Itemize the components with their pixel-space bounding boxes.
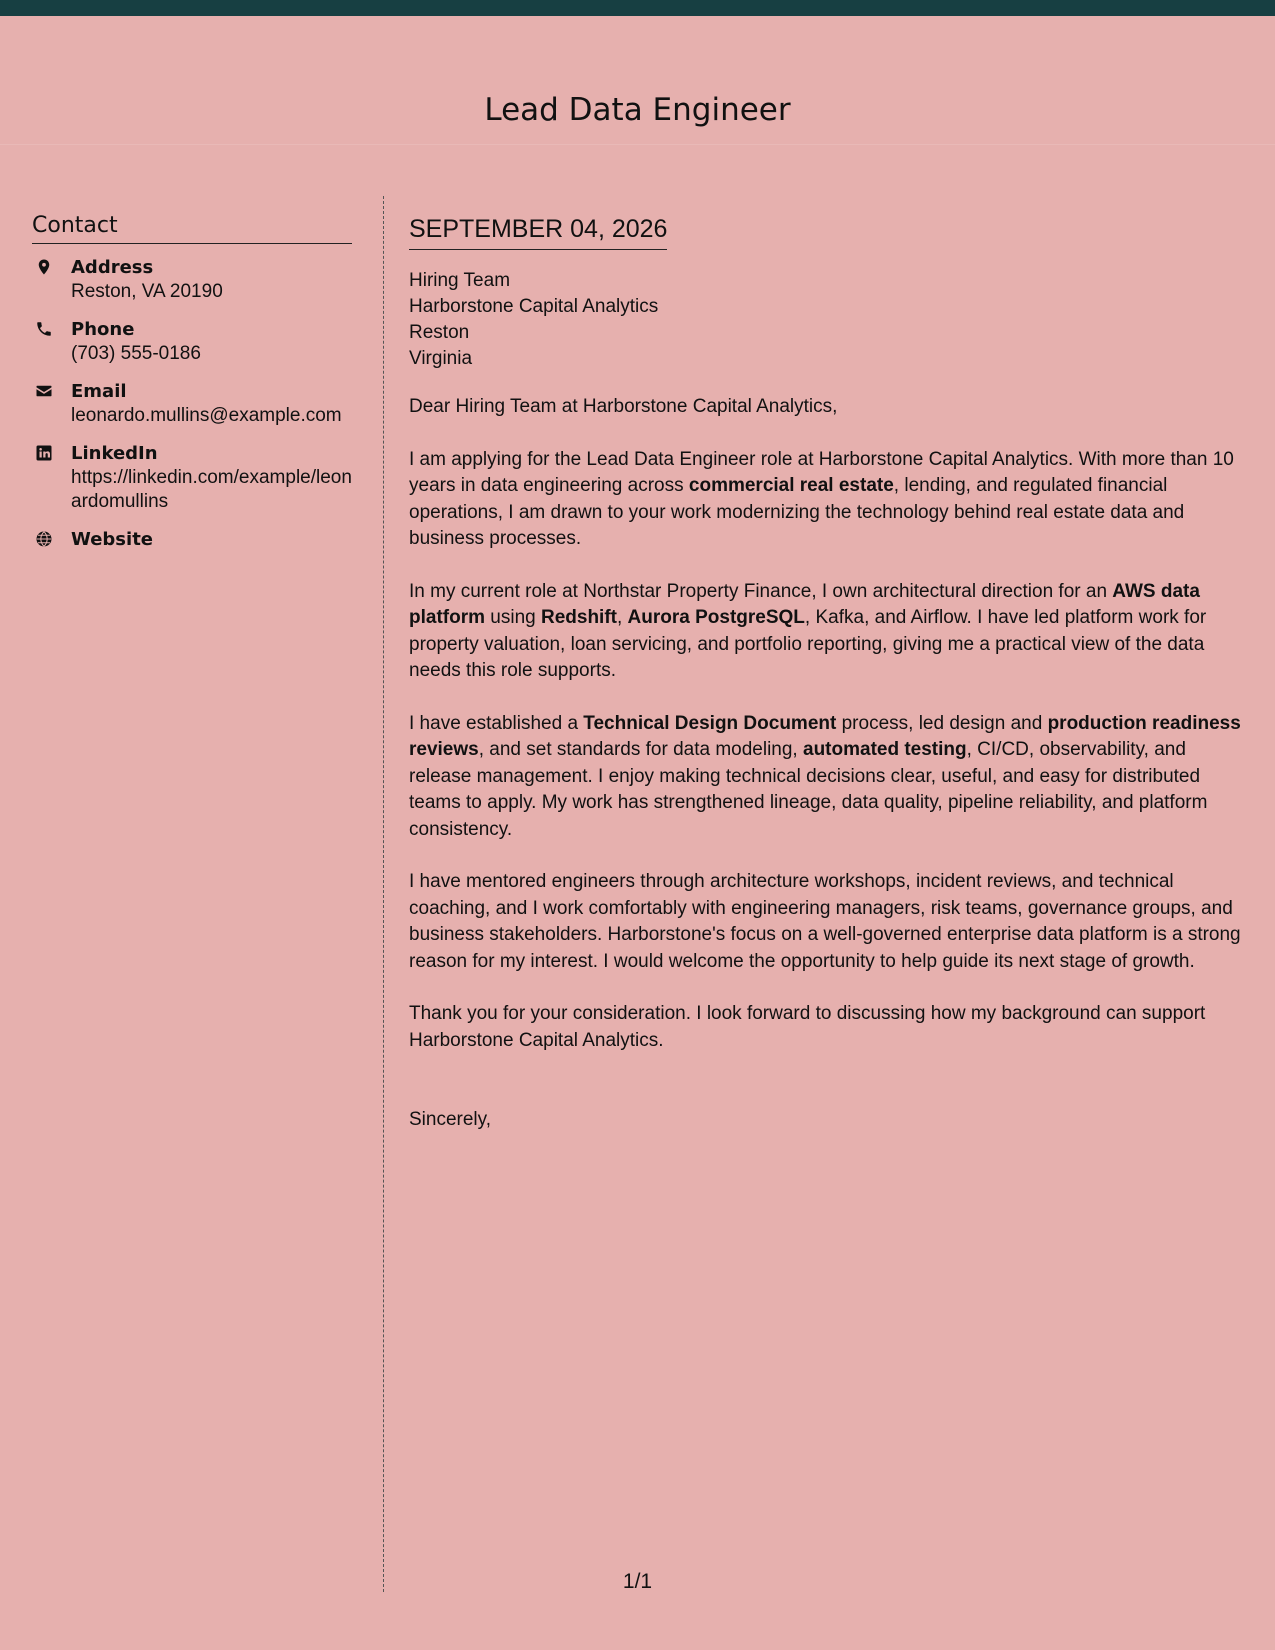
recipient-line: Harborstone Capital Analytics xyxy=(409,296,659,317)
recipient-line: Reston xyxy=(409,322,470,343)
paragraph-text: I have established a xyxy=(409,712,584,734)
paragraph-text: , Kafka, and Airflow. I have led platform work for property valuation, loan servicing, and portfolio reporting, giving me a practical view of the data needs this role supports. xyxy=(409,607,1207,681)
contact-item-email xyxy=(32,380,352,428)
paragraph-text: , and set standards for data modeling, xyxy=(478,739,803,760)
emphasis-text: Redshift xyxy=(540,607,617,628)
paragraph-text: In my current role at Northstar Property Finance, I own architectural direction for an xyxy=(409,580,1113,602)
phone-icon xyxy=(35,320,53,338)
emphasis-text: automated testing xyxy=(803,739,967,760)
globe-icon xyxy=(35,530,53,548)
contact-heading: Contact xyxy=(32,212,352,244)
paragraph-text: Thank you for your consideration. I look forward to discussing how my background can support Harborstone Capital Analytics. xyxy=(409,1003,1206,1051)
recipient-line: Hiring Team xyxy=(409,270,511,291)
paragraph-text: , CI/CD, observability, and release management. I enjoy making technical decisions clear, useful, and easy for distributed teams to apply. My work has strengthened lineage, data quality, pipeline reliability, and platform consistency. xyxy=(409,739,1208,840)
page-title: Lead Data Engineer xyxy=(484,92,791,128)
letter-body xyxy=(409,447,1247,1055)
contact-item-phone xyxy=(32,318,352,366)
letter-paragraph xyxy=(409,869,1247,975)
paragraph-text: I am applying for the Lead Data Engineer role at Harborstone Capital Analytics. With more than 10 years in data engineering across xyxy=(409,448,1234,496)
contact-item-address xyxy=(32,256,352,304)
contact-label: Phone xyxy=(71,319,135,340)
salutation: Dear Hiring Team at Harborstone Capital Analytics, xyxy=(409,396,838,417)
page-number: 1/1 xyxy=(622,1570,653,1593)
letter-date: SEPTEMBER 04, 2026 xyxy=(409,212,667,250)
contact-label: Website xyxy=(71,529,154,550)
contact-item-linkedin xyxy=(32,442,352,514)
address-value: Reston, VA 20190 xyxy=(71,281,223,302)
paragraph-text: , lending, and regulated financial operations, I am drawn to your work modernizing the technology behind real estate data and business processes. xyxy=(409,475,1185,549)
cover-letter xyxy=(409,212,1247,1134)
emphasis-text: Technical Design Document xyxy=(583,712,837,734)
emphasis-text: AWS data platform xyxy=(409,580,1200,628)
email-link[interactable]: leonardo.mullins@example.com xyxy=(71,405,342,426)
emphasis-text: production readiness reviews xyxy=(409,712,1241,760)
recipient-block xyxy=(409,268,1247,372)
emphasis-text: Aurora PostgreSQL xyxy=(627,607,805,628)
paragraph-text: , xyxy=(616,607,628,628)
paragraph-text: process, led design and xyxy=(836,712,1048,734)
top-accent-bar xyxy=(0,0,1275,16)
letter-paragraph xyxy=(409,579,1247,685)
letter-paragraph xyxy=(409,1001,1247,1054)
letter-paragraph xyxy=(409,711,1247,844)
map-pin-icon xyxy=(35,258,53,276)
paragraph-text: using xyxy=(485,607,541,628)
linkedin-link[interactable]: https://linkedin.com/example/leonardomullins xyxy=(71,467,352,512)
envelope-icon xyxy=(35,382,53,400)
paragraph-text: I have mentored engineers through architecture workshops, incident reviews, and technical coaching, and I work comfortably with engineering managers, risk teams, governance groups, and business stakeholders. Harborstone's focus on a well-governed enterprise data platform is a strong reason for my interest. I would welcome the opportunity to help guide its next stage of growth. xyxy=(409,871,1241,972)
letter-paragraph xyxy=(409,447,1247,553)
phone-value: (703) 555-0186 xyxy=(71,343,201,364)
contact-label: Email xyxy=(71,381,127,402)
contact-item-website xyxy=(32,528,352,552)
header-divider xyxy=(0,144,1275,145)
closing: Sincerely, xyxy=(409,1109,492,1130)
linkedin-icon xyxy=(35,444,53,462)
contact-label: Address xyxy=(71,257,154,278)
column-divider xyxy=(383,196,384,1592)
emphasis-text: commercial real estate xyxy=(688,475,894,496)
recipient-line: Virginia xyxy=(409,348,473,369)
contact-label: LinkedIn xyxy=(71,443,158,464)
contact-sidebar xyxy=(32,212,352,566)
contact-list xyxy=(32,256,352,552)
